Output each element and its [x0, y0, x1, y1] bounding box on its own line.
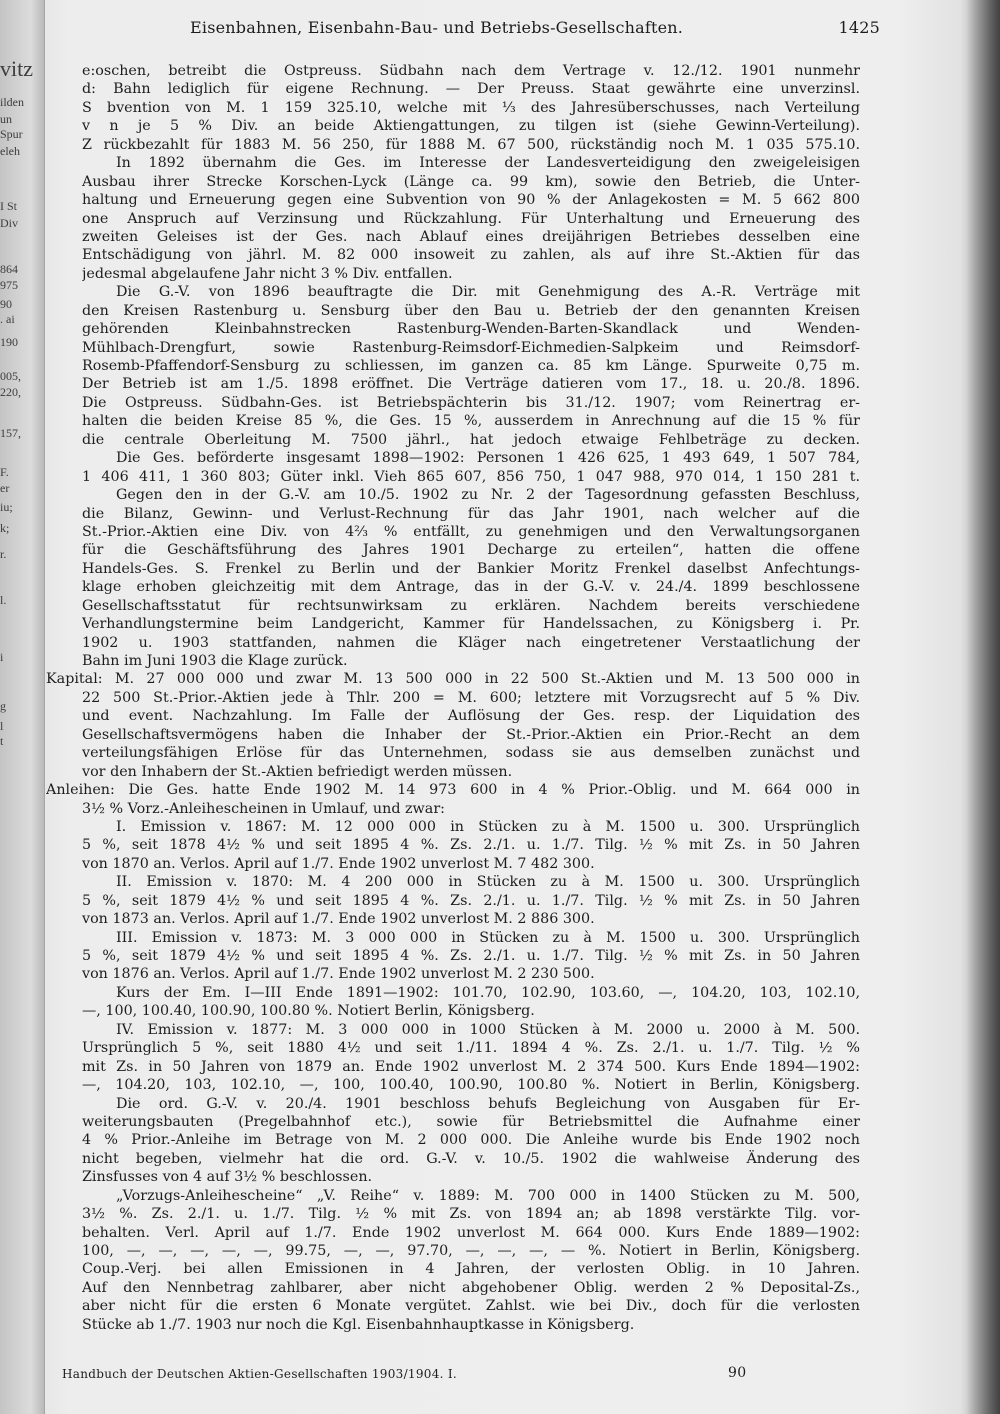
- text-line: behalten. Verl. April auf 1./7. Ende 1902 unverlost M. 664 000. Kurs Ende 1889—1902:: [82, 1224, 860, 1241]
- text-line: nicht begeben, vielmehr hat die ord. G.-V. v. 10./5. 1902 die wahlweise Änderung des: [82, 1150, 860, 1167]
- text-line: Ursprünglich 5 %, seit 1880 4½ und seit 1./11. 1894 4 %. Zs. 2./1. u. 1./7. Tilg. ½ %: [82, 1040, 860, 1057]
- text-line: 3½ %. Zs. 2./1. u. 1./7. Tilg. ½ % mit Zs. von 1894 an; ab 1898 verstärkte Tilg. vor-: [82, 1206, 860, 1223]
- text-line: von 1873 an. Verlos. April auf 1./7. Ende 1902 unverlost M. 2 886 300.: [82, 911, 595, 928]
- margin-fragment: er: [0, 481, 10, 495]
- text-line: halten die beiden Kreise 85 %, die Ges. 15 %, ausserdem in Anrechnung auf die 15 % für: [82, 413, 860, 430]
- margin-fragment: ilden: [0, 95, 24, 109]
- margin-fragment: un: [0, 112, 12, 126]
- text-line: Ausbau ihrer Strecke Korschen-Lyck (Länge ca. 99 km), sowie den Betrieb, die Unter-: [82, 173, 860, 190]
- text-line: Coup.-Verj. bei allen Emissionen in 4 Jahren, der verlosten Oblig. in 10 Jahren.: [82, 1261, 860, 1278]
- text-line: „Vorzugs-Anleihescheine“ „V. Reihe“ v. 1889: M. 700 000 in 1400 Stücken zu M. 500,: [116, 1187, 860, 1204]
- margin-fragment: i: [0, 650, 4, 664]
- running-header-title: Eisenbahnen, Eisenbahn-Bau- und Betriebs-Gesellschaften.: [190, 18, 684, 37]
- margin-fragment: eleh: [0, 144, 20, 158]
- text-line: Mühlbach-Drengfurt, sowie Rastenburg-Reimsdorf-Eichmedien-Salpkeim und Reimsdorf-: [82, 339, 860, 356]
- margin-fragment: Spur: [0, 127, 23, 141]
- text-line: von 1876 an. Verlos. April auf 1./7. Ende 1902 unverlost M. 2 230 500.: [82, 966, 595, 983]
- margin-fragment: 157,: [0, 426, 21, 440]
- text-line: haltung und Erneuerung gegen eine Subvention von 90 % der Anlagekosten = M. 5 662 800: [82, 192, 860, 209]
- text-line: 3½ % Vorz.-Anleihescheinen in Umlauf, und zwar:: [82, 800, 445, 817]
- margin-fragment: k;: [0, 521, 10, 535]
- text-line: mit Zs. in 50 Jahren von 1879 an. Ende 1902 unverlost M. 2 374 500. Kurs Ende 1894—1902:: [82, 1058, 860, 1075]
- text-line: 100, —, —, —, —, —, 99.75, —, —, 97.70, —, —, —, — %. Notiert in Berlin, Königsberg.: [82, 1243, 860, 1259]
- text-line: IV. Emission v. 1877: M. 3 000 000 in 1000 Stücken à M. 2000 u. 2000 à M. 500.: [116, 1021, 860, 1038]
- text-line: e:oschen, betreibt die Ostpreuss. Südbahn nach dem Vertrage v. 12./12. 1901 nunmehr: [82, 63, 860, 79]
- text-line: —, 100, 100.40, 100.90, 100.80 %. Notiert Berlin, Königsberg.: [82, 1003, 535, 1020]
- text-line: v n je 5 % Div. an beide Aktiengattungen, zu tilgen ist (siehe Gewinn-Verteilung).: [82, 118, 860, 135]
- text-line: Die ord. G.-V. v. 20./4. 1901 beschloss behufs Begleichung von Ausgaben für Er-: [116, 1095, 860, 1112]
- text-line: die Bilanz, Gewinn- und Verlust-Rechnung für das Jahr 1901, nach welcher auf die: [82, 505, 860, 522]
- text-line: von 1870 an. Verlos. April auf 1./7. Ende 1902 unverlost M. 7 482 300.: [82, 855, 595, 872]
- text-line: Entschädigung von jährl. M. 82 000 insoweit zu zahlen, als auf ihre St.-Aktien für das: [82, 247, 860, 264]
- margin-fragment: Div: [0, 216, 18, 230]
- running-header: [190, 18, 880, 42]
- margin-fragment: I St: [0, 199, 18, 213]
- text-line: jedesmal abgelaufene Jahr nicht 3 % Div. entfallen.: [82, 265, 453, 282]
- text-line: 5 %, seit 1878 4½ % und seit 1895 4 %. Zs. 2./1. u. 1./7. Tilg. ½ % mit Zs. in 50 Jahren: [82, 837, 860, 854]
- text-line: Kapital: M. 27 000 000 und zwar M. 13 500 000 in 22 500 St.-Aktien und M. 13 500 000 in: [46, 671, 860, 688]
- sheet-number: 90: [728, 1365, 747, 1381]
- text-line: Auf den Nennbetrag zahlbarer, aber nicht abgehobener Oblig. werden 2 % Deposital-Zs.,: [82, 1279, 860, 1296]
- text-line: Kurs der Em. I—III Ende 1891—1902: 101.70, 102.90, 103.60, —, 104.20, 103, 102.10,: [116, 984, 860, 1001]
- margin-fragment: l: [0, 719, 4, 733]
- text-line: Die Ges. beförderte insgesamt 1898—1902: Personen 1 426 625, 1 493 649, 1 507 784,: [116, 450, 860, 467]
- text-line: Gesellschaftsvermögens haben die Inhaber der St.-Prior.-Aktien ein Prior.-Recht an dem: [82, 726, 860, 743]
- text-line: den Kreisen Rastenburg u. Sensburg über den Bau u. Betrieb der den genannten Kreisen: [82, 302, 860, 319]
- text-line: one Anspruch auf Verzinsung und Rückzahlung. Für Unterhaltung und Erneuerung des: [82, 210, 860, 227]
- text-line: S bvention von M. 1 159 325.10, welche mit ⅓ des Jahresüberschusses, nach Verteilung: [82, 99, 860, 116]
- text-line: gehörenden Kleinbahnstrecken Rastenburg-Wenden-Barten-Skandlack und Wenden-: [82, 321, 860, 338]
- text-line: Rosemb-Pfaffendorf-Sensburg zu schliessen, im ganzen ca. 85 km Länge. Spurweite 0,75 m.: [82, 358, 860, 374]
- text-line: 22 500 St.-Prior.-Aktien jede à Thlr. 200 = M. 600; letztere mit Vorzugsrecht auf 5 % Div.: [82, 689, 860, 706]
- text-line: —, 104.20, 103, 102.10, —, 100, 100.40, 100.90, 100.80 %. Notiert in Berlin, Königsberg.: [82, 1077, 860, 1094]
- margin-fragment: r.: [0, 547, 7, 561]
- text-line: für die Geschäftsführung des Jahres 1901 Decharge zu erteilen“, hatten die offene: [82, 542, 860, 559]
- text-line: II. Emission v. 1870: M. 4 200 000 in Stücken zu à M. 1500 u. 300. Ursprünglich: [116, 874, 860, 891]
- text-line: Stücke ab 1./7. 1903 nur noch die Kgl. Eisenbahnhauptkasse in Königsberg.: [82, 1316, 635, 1333]
- text-line: vor den Inhabern der St.-Aktien befriedigt werden müssen.: [82, 763, 513, 780]
- text-line: 1 406 411, 1 360 803; Güter inkl. Vieh 865 607, 856 750, 1 047 988, 970 014, 1 150 281 t.: [82, 468, 860, 485]
- adjacent-page-strip: [0, 0, 45, 1414]
- text-line: Anleihen: Die Ges. hatte Ende 1902 M. 14 973 600 in 4 % Prior.-Oblig. und M. 664 000 in: [46, 782, 860, 799]
- text-line: 5 %, seit 1879 4½ % und seit 1895 4 %. Zs. 2./1. u. 1./7. Tilg. ½ % mit Zs. in 50 Jahren: [82, 892, 860, 909]
- text-line: verteilungsfähigen Erlöse für das Unternehmen, sodass sie aus demselben zunächst und: [82, 745, 860, 762]
- text-line: III. Emission v. 1873: M. 3 000 000 in Stücken zu à M. 1500 u. 300. Ursprünglich: [116, 929, 860, 946]
- margin-fragment: t: [0, 734, 4, 748]
- margin-fragment: F.: [0, 465, 9, 479]
- text-line: In 1892 übernahm die Ges. im Interesse der Landesverteidigung den zweigeleisigen: [116, 155, 860, 172]
- text-line: Zinsfusses von 4 auf 3½ % beschlossen.: [82, 1169, 373, 1186]
- margin-fragment: vitz: [0, 56, 33, 81]
- margin-fragment: g: [0, 699, 6, 713]
- margin-fragment: 975: [0, 278, 18, 292]
- text-line: Verhandlungstermine beim Landgericht, Kammer für Handelssachen, zu Königsberg i. Pr.: [82, 616, 860, 633]
- text-line: Die G.-V. von 1896 beauftragte die Dir. mit Genehmigung des A.-R. Verträge mit: [116, 284, 860, 301]
- margin-fragment: 864: [0, 262, 18, 276]
- margin-fragment: 190: [0, 335, 18, 349]
- text-line: I. Emission v. 1867: M. 12 000 000 in Stücken zu à M. 1500 u. 300. Ursprünglich: [116, 818, 860, 835]
- page-number: 1425: [838, 18, 880, 37]
- body-text: [46, 62, 860, 1334]
- text-line: St.-Prior.-Aktien eine Div. von 4⅔ % entfällt, zu genehmigen und den Verwaltungsorganen: [82, 523, 860, 540]
- text-line: und event. Nachzahlung. Im Falle der Auflösung der Ges. resp. der Liquidation des: [82, 708, 860, 725]
- margin-fragment: 220,: [0, 385, 21, 399]
- text-line: 4 % Prior.-Anleihe im Betrage von M. 2 000 000. Die Anleihe wurde bis Ende 1902 noch: [82, 1132, 860, 1149]
- text-line: Bahn im Juni 1903 die Klage zurück.: [82, 653, 348, 669]
- text-line: aber nicht für die ersten 6 Monate vergütet. Zahlst. wie bei Div., doch für die verlosten: [82, 1298, 860, 1315]
- text-line: Die Ostpreuss. Südbahn-Ges. ist Betriebspächterin bis 31./12. 1907; vom Reinertrag er-: [82, 394, 860, 411]
- margin-fragment: l.: [0, 593, 7, 607]
- text-line: 5 %, seit 1879 4½ % und seit 1895 4 %. Zs. 2./1. u. 1./7. Tilg. ½ % mit Zs. in 50 Jahren: [82, 948, 860, 964]
- binding-shadow: [966, 0, 1000, 1414]
- text-line: Handels-Ges. S. Frenkel zu Berlin und der Bankier Moritz Frenkel daselbst Anfechtungs-: [82, 560, 860, 577]
- margin-fragment: 005,: [0, 369, 21, 383]
- text-line: Z rückbezahlt für 1883 M. 56 250, für 1888 M. 67 500, rückständig noch M. 1 035 575.10.: [82, 136, 860, 153]
- margin-fragment: . ai: [0, 312, 15, 326]
- text-line: die centrale Oberleitung M. 7500 jährl., hat jedoch etwaige Fehlbeträge zu decken.: [82, 431, 860, 448]
- margin-fragment: iu;: [0, 500, 13, 514]
- margin-fragment: 90: [0, 297, 12, 311]
- page-footer: [62, 1367, 752, 1385]
- text-line: 1902 u. 1903 stattfanden, nahmen die Kläger nach eingetretener Verstaatlichung der: [82, 634, 860, 651]
- footer-text: Handbuch der Deutschen Aktien-Gesellschaften 1903/1904. I.: [62, 1367, 458, 1381]
- text-line: Der Betrieb ist am 1./5. 1898 eröffnet. Die Verträge datieren vom 17., 18. u. 20./8. 1896.: [82, 376, 860, 393]
- text-line: weiterungsbauten (Pregelbahnhof etc.), sowie für Betriebsmittel die Aufnahme einer: [82, 1113, 860, 1130]
- text-line: Gesellschaftsstatut für rechtsunwirksam zu erklären. Nachdem bereits verschiedene: [82, 597, 860, 614]
- text-line: klage erhoben gleichzeitig mit dem Antrage, das in der G.-V. v. 24./4. 1899 beschlossene: [82, 579, 860, 596]
- text-line: Gegen den in der G.-V. am 10./5. 1902 zu Nr. 2 der Tagesordnung gefassten Beschluss,: [116, 487, 860, 504]
- text-line: zweiten Geleises ist der Ges. nach Ablauf eines dreijährigen Betriebes desselben eine: [82, 228, 860, 245]
- text-line: d: Bahn lediglich für eigene Rechnung. — Der Preuss. Staat gewährte eine unverzinsl.: [82, 81, 860, 98]
